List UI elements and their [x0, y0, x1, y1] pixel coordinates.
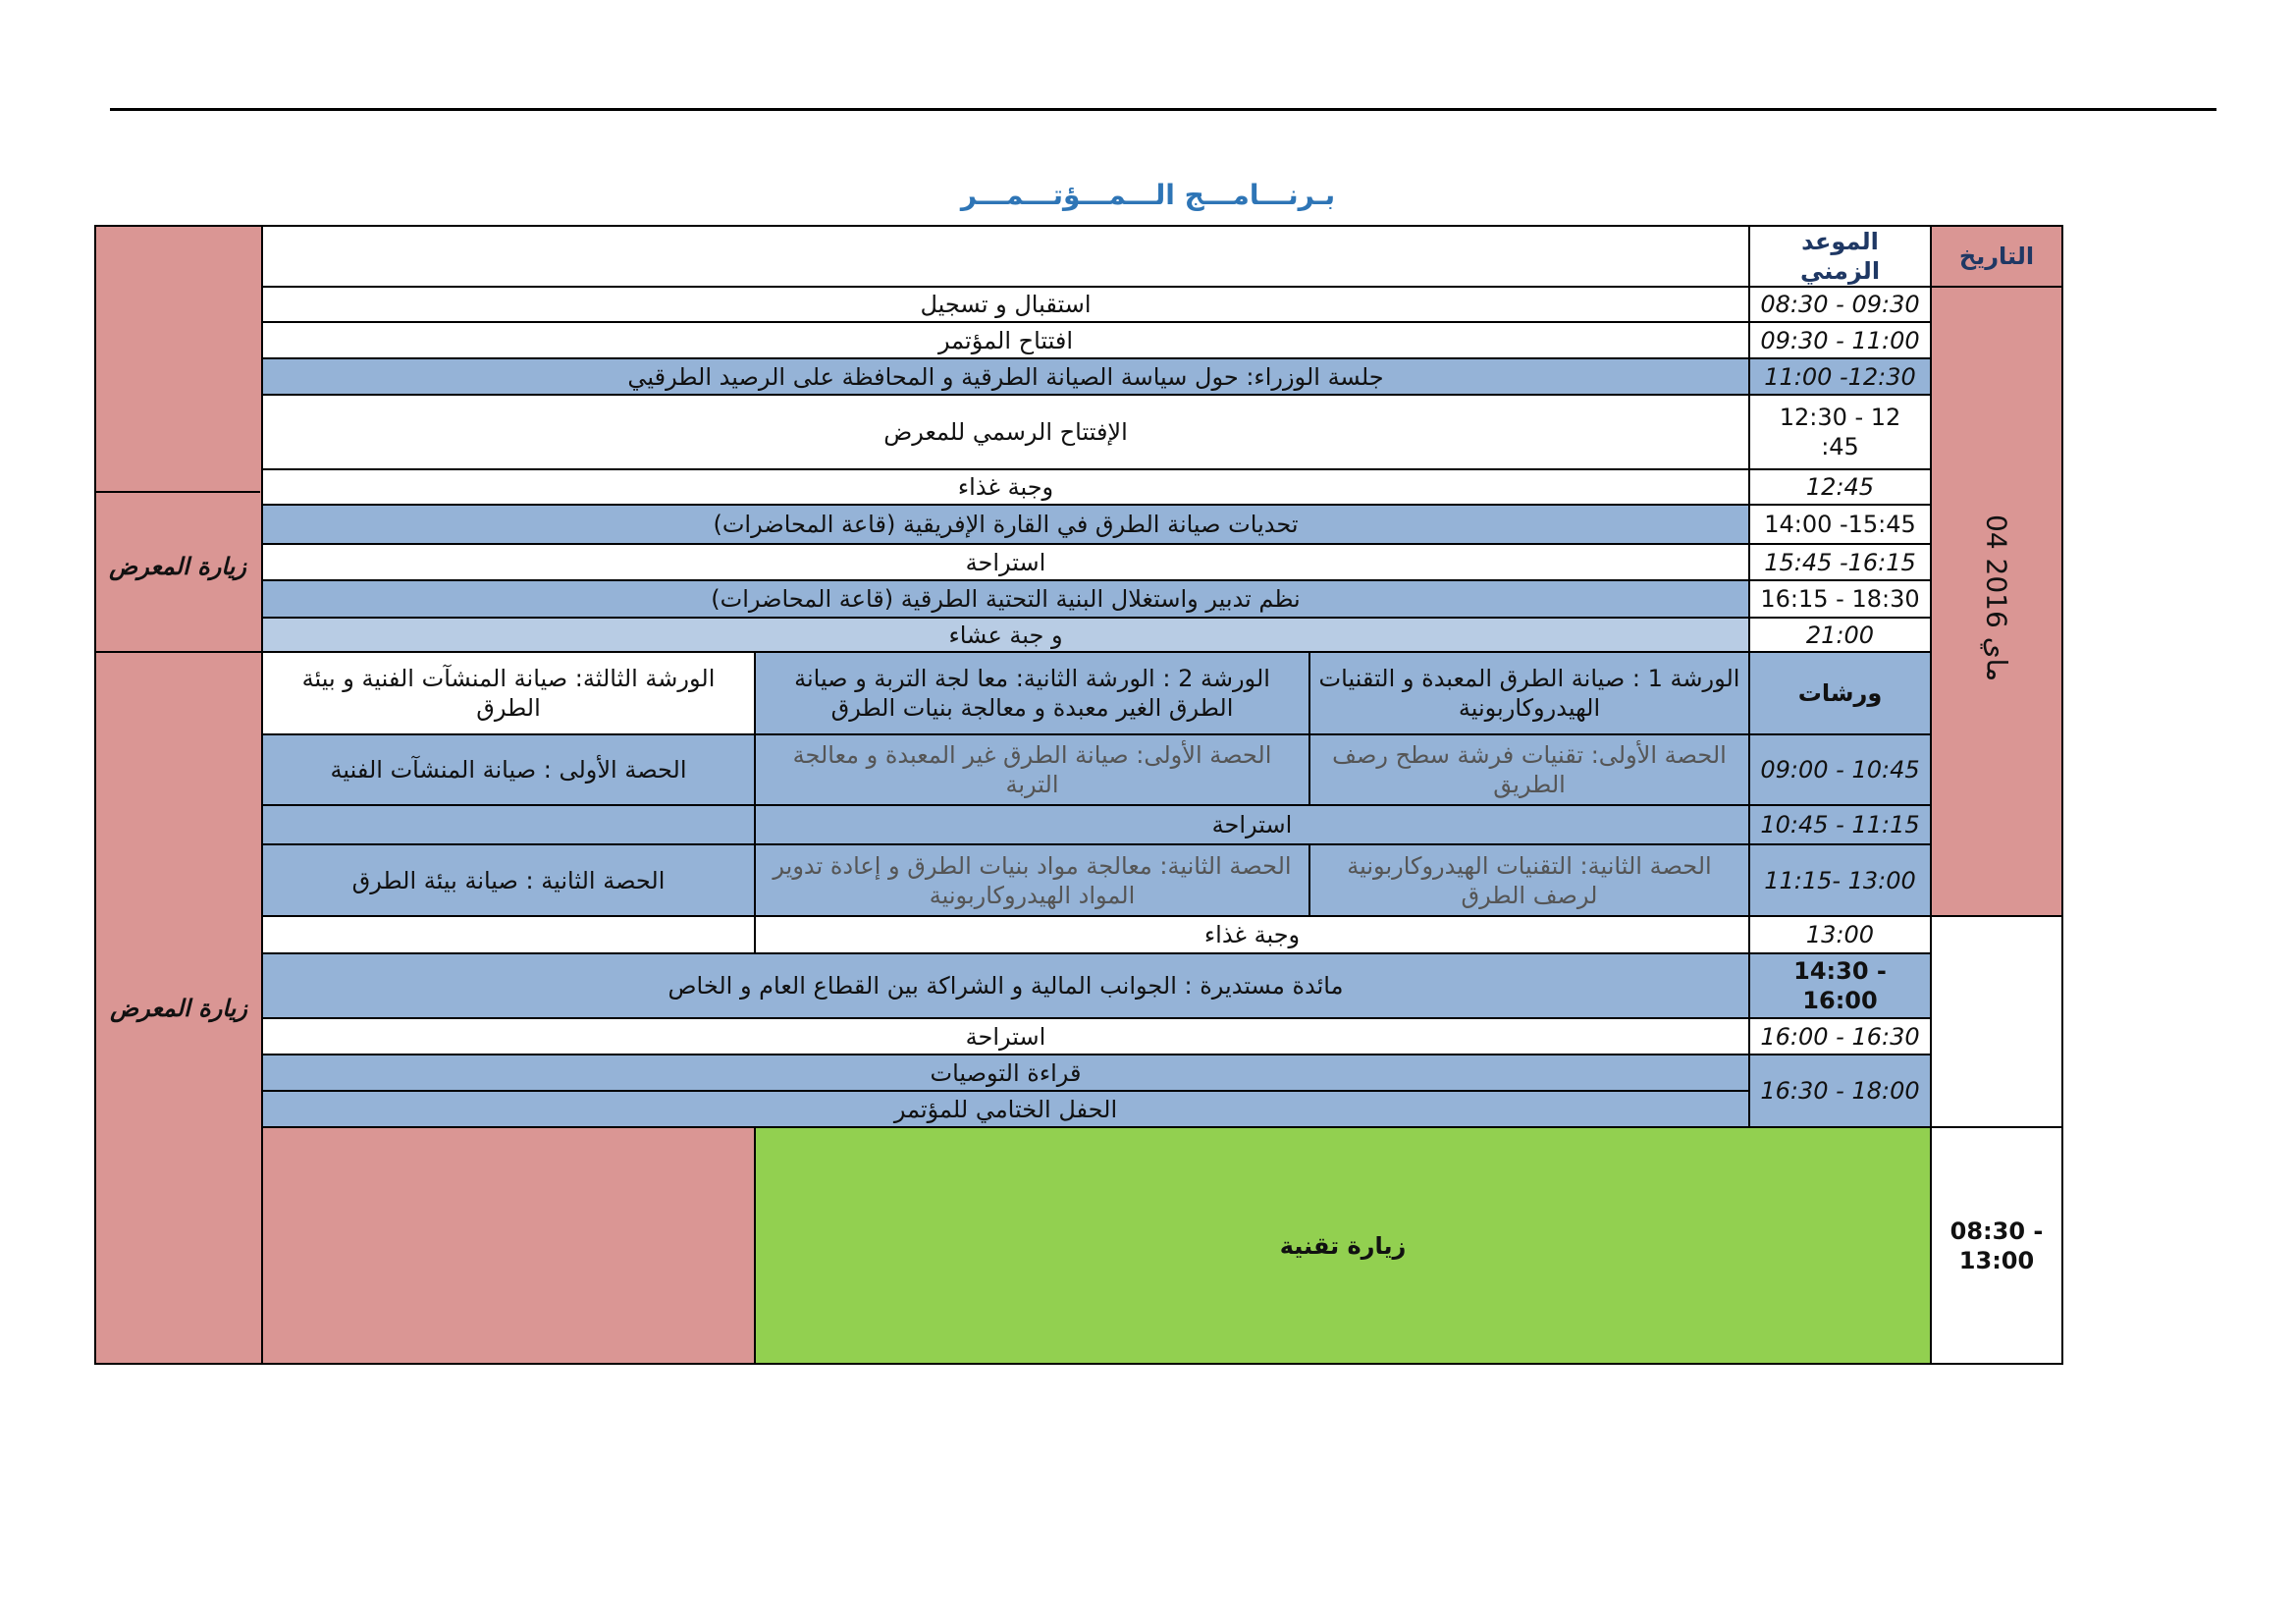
page-title: بـرنـــامـــج الـــمـــؤتـــمـــر: [960, 179, 1336, 211]
day1-row6-activity: تحديات صيانة الطرق في القارة الإفريقية (قاعة المحاضرات): [262, 505, 1749, 544]
day2-visit-cell: [95, 652, 262, 1364]
header-activity: [262, 226, 1749, 287]
day1-row7-activity: استراحة: [262, 544, 1749, 580]
day1-row2-activity: افتتاح المؤتمر: [262, 322, 1749, 358]
break1-spacer: [262, 805, 755, 844]
header-date: التاريخ: [1931, 226, 2062, 287]
day1-row3-activity: جلسة الوزراء: حول سياسة الصيانة الطرقية و المحافظة على الرصيد الطرقيي: [262, 358, 1749, 395]
day3-activity: زيارة تقنية: [755, 1127, 1931, 1364]
break1-time: 10:45 - 11:15: [1749, 805, 1931, 844]
lunch-activity: وجبة غذاء: [755, 916, 1749, 953]
top-rule: [110, 108, 2216, 111]
workshops-label: ورشات: [1749, 652, 1931, 734]
day1-row1-activity: استقبال و تسجيل: [262, 287, 1749, 322]
header-time: الموعد الزمني: [1749, 226, 1931, 287]
closing-ceremony: الحفل الختامي للمؤتمر: [262, 1091, 1749, 1127]
session2-workshop2: الحصة الثانية: معالجة مواد بنيات الطرق و إعادة تدوير المواد الهيدروكاربونية: [755, 844, 1309, 916]
lunch-time: 13:00: [1749, 916, 1931, 953]
day1-row3-time: 11:00 -12:30: [1749, 358, 1931, 395]
day3-time: 08:30 - 13:00: [1931, 1127, 2062, 1364]
day1-row6-time: 14:00 -15:45: [1749, 505, 1931, 544]
closing-recommendations: قراءة التوصيات: [262, 1055, 1749, 1091]
roundtable-activity: مائدة مستديرة : الجوانب المالية و الشراكة بين القطاع العام و الخاص: [262, 953, 1749, 1018]
day1-row7-time: 15:45 -16:15: [1749, 544, 1931, 580]
lunch-spacer: [262, 916, 755, 953]
session2-time: 11:15- 13:00: [1749, 844, 1931, 916]
roundtable-time: 14:30 - 16:00: [1749, 953, 1931, 1018]
workshop-3: الورشة الثالثة: صيانة المنشآت الفنية و بيئة الطرق: [262, 652, 755, 734]
session1-time: 09:00 - 10:45: [1749, 734, 1931, 805]
day1-row5-time: 12:45: [1749, 469, 1931, 505]
day1-row8-time: 16:15 - 18:30: [1749, 580, 1931, 618]
day1-row2-time: 09:30 - 11:00: [1749, 322, 1931, 358]
break2-time: 16:00 - 16:30: [1749, 1018, 1931, 1055]
break1-activity: استراحة: [755, 805, 1749, 844]
day1-date-cell: [1931, 287, 2062, 916]
session1-workshop3: الحصة الأولى : صيانة المنشآت الفنية: [262, 734, 755, 805]
program-table: [94, 225, 2063, 1365]
day1-row4-activity: الإفتتاح الرسمي للمعرض: [262, 395, 1749, 469]
break2-activity: استراحة: [262, 1018, 1749, 1055]
day1-row9-time: 21:00: [1749, 618, 1931, 652]
day1-row9-activity: و جبة عشاء: [262, 618, 1749, 652]
day1-row4-time: 12:30 - 12 :45: [1749, 395, 1931, 469]
day1-visit-label: زيارة المعرض: [109, 553, 246, 580]
day1-row1-time: 08:30 - 09:30: [1749, 287, 1931, 322]
day3-visit-spacer: [262, 1127, 755, 1364]
session2-workshop1: الحصة الثانية: التقنيات الهيدروكاربونية لرصف الطرق: [1309, 844, 1749, 916]
day2-visit-label: زيارة المعرض: [110, 994, 247, 1022]
workshop-2: الورشة 2 : الورشة الثانية: معا لجة التربة و صيانة الطرق الغير معبدة و معالجة بنيات الطرق: [755, 652, 1309, 734]
day1-visit-label-box: [95, 491, 260, 640]
day1-row5-activity: وجبة غذاء: [262, 469, 1749, 505]
day1-row8-activity: نظم تدبير واستغلال البنية التحتية الطرقية (قاعة المحاضرات): [262, 580, 1749, 618]
closing-time: 16:30 - 18:00: [1749, 1055, 1931, 1127]
session2-workshop3: الحصة الثانية : صيانة بيئة الطرق: [262, 844, 755, 916]
workshop-1: الورشة 1 : صيانة الطرق المعبدة و التقنيات الهيدروكاربونية: [1309, 652, 1749, 734]
day1-date: 04 ماي 2016: [1980, 514, 2013, 682]
session1-workshop1: الحصة الأولى: تقنيات فرشة سطح رصف الطريق: [1309, 734, 1749, 805]
session1-workshop2: الحصة الأولى: صيانة الطرق غير المعبدة و معالجة التربة: [755, 734, 1309, 805]
